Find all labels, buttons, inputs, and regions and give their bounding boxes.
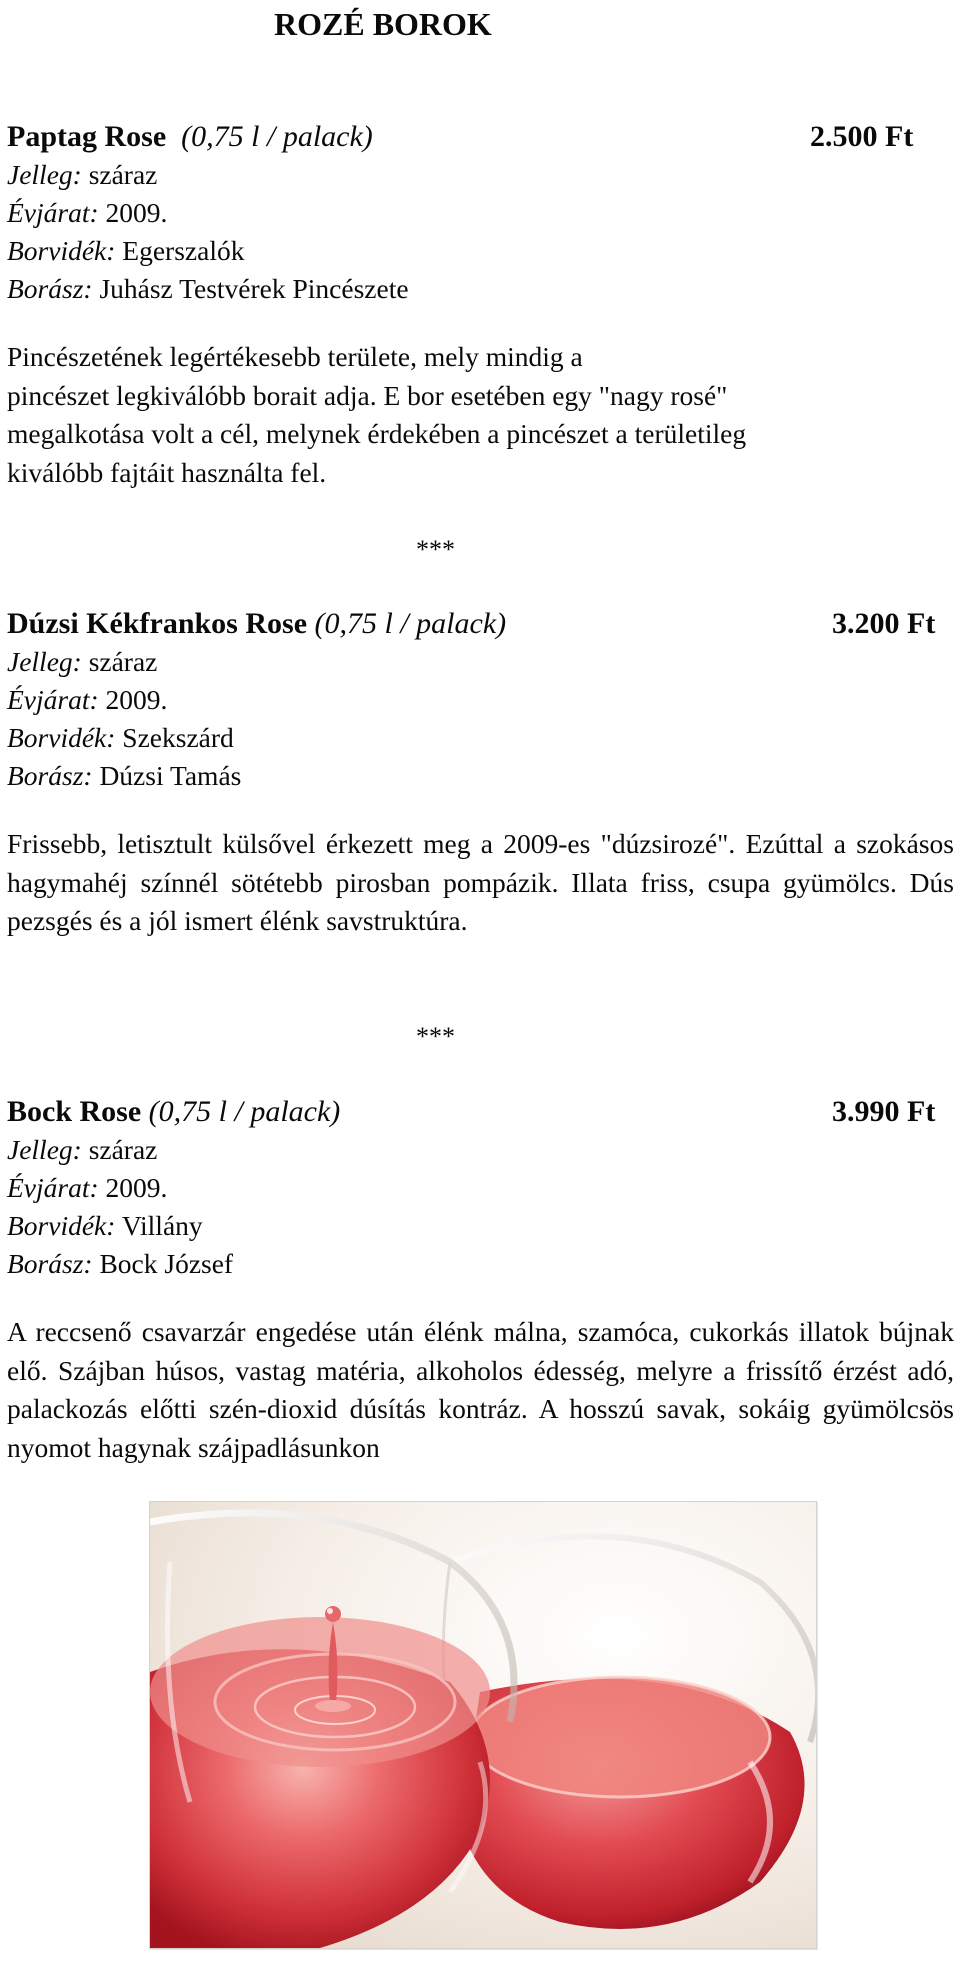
wine-vintage — [7, 194, 954, 232]
winemaker-value: Dúzsi Tamás — [99, 760, 242, 791]
wine-header — [7, 604, 954, 643]
wine-entry-duzsi-kekfrankos-rose — [7, 604, 954, 941]
region-value: Villány — [121, 1210, 203, 1241]
vintage-label: Évjárat: — [7, 197, 99, 228]
wine-volume: (0,75 l / palack) — [148, 1095, 341, 1128]
wine-winemaker — [7, 1245, 954, 1283]
style-label: Jelleg: — [7, 159, 82, 190]
wine-entry-bock-rose — [7, 1092, 954, 1467]
description-line: kiválóbb fajtáit használta fel. — [7, 456, 327, 488]
wine-price: 3.990 Ft — [832, 1095, 936, 1128]
wine-name: Paptag Rose — [7, 120, 167, 153]
winemaker-value: Bock József — [99, 1248, 234, 1279]
wine-header — [7, 1092, 954, 1131]
region-value: Szekszárd — [122, 722, 234, 753]
wine-header — [7, 117, 954, 156]
style-label: Jelleg: — [7, 1134, 82, 1165]
vintage-value: 2009. — [105, 684, 168, 715]
wine-style — [7, 1131, 954, 1169]
wine-winemaker — [7, 757, 954, 795]
page-title: ROZÉ BOROK — [274, 6, 492, 42]
region-value: Egerszalók — [122, 235, 245, 266]
wine-volume: (0,75 l / palack) — [314, 607, 507, 640]
wine-vintage — [7, 1169, 954, 1207]
wine-entry-paptag-rose — [7, 117, 954, 492]
region-label: Borvidék: — [7, 235, 116, 266]
style-label: Jelleg: — [7, 646, 82, 677]
section-separator: *** — [416, 535, 455, 564]
wine-region — [7, 232, 954, 270]
wine-winemaker — [7, 270, 954, 308]
vintage-value: 2009. — [105, 197, 168, 228]
section-separator: *** — [416, 1022, 455, 1051]
vintage-label: Évjárat: — [7, 1172, 99, 1203]
wine-region — [7, 719, 954, 757]
vintage-label: Évjárat: — [7, 684, 99, 715]
rose-wine-glasses-photo — [149, 1501, 817, 1949]
style-value: száraz — [88, 159, 158, 190]
wine-name: Bock Rose — [7, 1095, 142, 1128]
region-label: Borvidék: — [7, 1210, 116, 1241]
wine-style — [7, 156, 954, 194]
wine-name: Dúzsi Kékfrankos Rose — [7, 607, 308, 640]
wine-region — [7, 1207, 954, 1245]
wine-price: 3.200 Ft — [832, 607, 936, 640]
description-line: Pincészetének legértékesebb területe, mely mindig a — [7, 341, 583, 372]
wine-price: 2.500 Ft — [810, 120, 914, 153]
winemaker-label: Borász: — [7, 1248, 93, 1279]
wine-description: Frissebb, letisztult külsővel érkezett meg a 2009-es "dúzsirozé". Ezúttal a szokásos hagymahéj színnél sötétebb pirosban pompázik. Illata friss, csupa gyümölcs. Dús pezsgés és a jól ismert élénk savstruktúra. — [7, 828, 954, 936]
wine-glasses-illustration — [150, 1502, 816, 1948]
style-value: száraz — [88, 1134, 158, 1165]
winemaker-label: Borász: — [7, 760, 93, 791]
wine-description — [7, 338, 954, 492]
winemaker-label: Borász: — [7, 273, 93, 304]
wine-vintage — [7, 681, 954, 719]
wine-style — [7, 643, 954, 681]
style-value: száraz — [88, 646, 158, 677]
description-line: megalkotása volt a cél, melynek érdekében a pincészet a területileg — [7, 418, 747, 449]
description-line: pincészet legkiválóbb borait adja. E bor esetében egy "nagy rosé" — [7, 379, 728, 411]
vintage-value: 2009. — [105, 1172, 168, 1203]
winemaker-value: Juhász Testvérek Pincészete — [99, 273, 409, 304]
wine-volume: (0,75 l / palack) — [181, 120, 373, 153]
region-label: Borvidék: — [7, 722, 116, 753]
wine-description: A reccsenő csavarzár engedése után élénk málna, szamóca, cukorkás illatok bújnak elő. Szájban húsos, vastag matéria, alkoholos édesség, melyre a frissítő érzést adó, palackozás előtti szén-dioxid dúsítás kontráz. A hosszú savak, sokáig gyümölcsös nyomot hagynak szájpadlásunkon — [7, 1316, 954, 1463]
